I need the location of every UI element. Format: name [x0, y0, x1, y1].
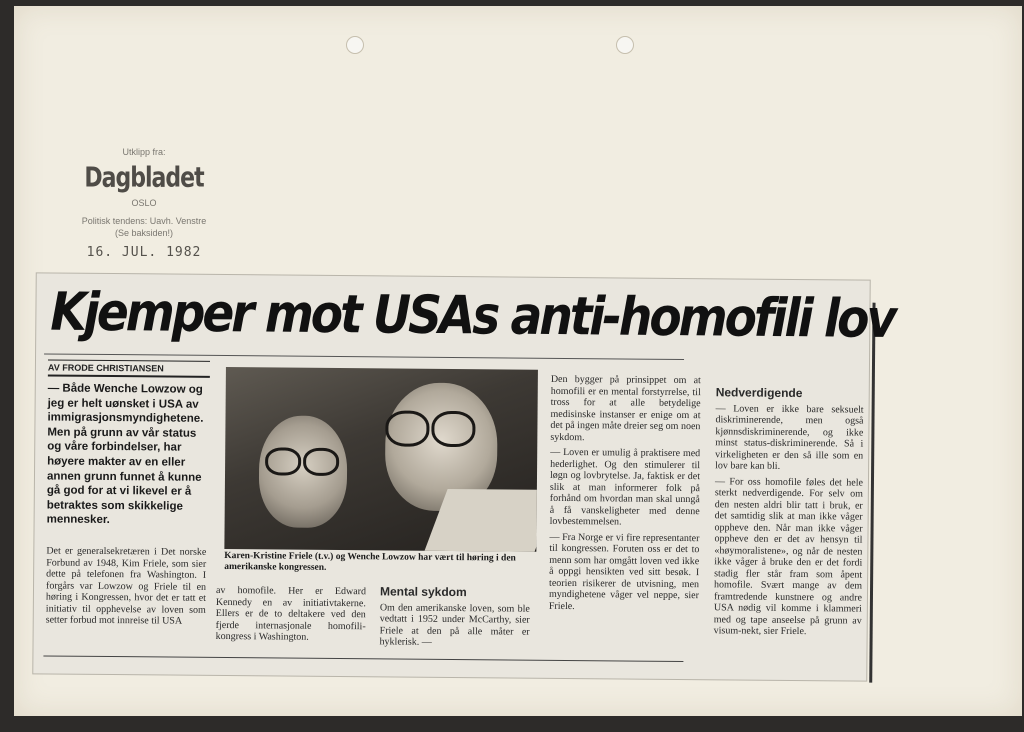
- column-4-paragraph-2: — Loven er umulig å praktisere med hederlighet. Og den stimulerer til løgn og lovbrytelse. Ja, faktisk er det slik at man informerer folk på forhånd om hvordan man skal unngå å få vanskeligheter med denne lovbestemmelsen.: [549, 446, 701, 528]
- column-3: [379, 586, 530, 653]
- political-tendency: Politisk tendens: Uavh. Venstre: [81, 216, 207, 226]
- see-back-note: (Se baksiden!): [114, 228, 174, 238]
- newspaper-clipping: [32, 272, 895, 681]
- newspaper-logo: Dagbladet: [84, 162, 204, 195]
- byline: AV FRODE CHRISTIANSEN: [48, 359, 210, 377]
- clipping-edge-rule: [869, 303, 875, 683]
- headline: Kjemper mot USAs anti-homofili lov: [50, 281, 895, 351]
- column-1-text: Det er generalsekretæren i Det norske Forbund av 1948, Kim Friele, som sier dette på telefonen fra Washington. I forgårs var Lowzow og Friele til en høring i Kongressen, hvor det er tatt et initiativ til opphevelse av loven som setter forbud mot innreise til USA: [45, 545, 207, 627]
- column-3-text: Om den amerikanske loven, som ble vedtatt i 1952 under McCarthy, sier Friele at den på alle måter er hyklerisk. —: [379, 601, 530, 648]
- photo-caption: Karen-Kristine Friele (t.v.) og Wenche Lowzow har vært til høring i den amerikanske kongressen.: [224, 551, 516, 573]
- glasses-right: [385, 410, 429, 446]
- column-4-paragraph-3: — Fra Norge er vi fire representanter til kongressen. Foruten oss er det to menn som har omgått loven ved ikke å oppgi hensikten ved sitt besøk. I teorien risikerer de utvisning, men myndighetene våger vel neppe, sier Friele.: [548, 531, 700, 612]
- headline-rule: [44, 353, 684, 360]
- archive-sheet: [14, 6, 1022, 716]
- bottom-rule: [43, 655, 683, 662]
- punch-hole-right: [616, 36, 634, 54]
- glasses-left-2: [303, 448, 339, 476]
- glasses-left: [265, 447, 301, 475]
- clipping-stamp: [64, 146, 224, 260]
- column-5-paragraph-1: — Loven er ikke bare seksuelt diskriminerende, men også kjønnsdiskriminerende, og ikke minst status-diskriminerende. Så i virkeligheten er den så ille som en lov bare kan bli.: [715, 402, 864, 472]
- column-1: [46, 545, 207, 631]
- subhead-nedverdigende: Nedverdigende: [715, 385, 803, 401]
- column-5-paragraph-2: — For oss homofile føles det hele sterkt nedverdigende. For selv om den nesten aldri blir tatt i bruk, er det samtidig slik at man ikke våger oppheve den. Når man ikke våger oppheve den er det av hensyn til «høymoralistene», og når de nesten ikke våger å bruke den er det fordi stadig fler står fram som åpent homofile. Svært mange av dem framtredende kunstnere og andre USA nødig vil komme i klammeri med og tape anseelse på grunn av visum-nekt, sier Friele.: [713, 475, 864, 638]
- stamp-date: 16. JUL. 1982: [86, 245, 202, 260]
- subhead-mental-sykdom: Mental sykdom: [379, 584, 467, 600]
- source-label: Utklipp fra:: [122, 147, 166, 157]
- column-2: [216, 585, 367, 648]
- newspaper-city: OSLO: [131, 198, 157, 208]
- column-4: [549, 374, 701, 617]
- column-5: [714, 387, 864, 642]
- column-4-paragraph-1: Den bygger på prinsippet om at homofili er en mental forstyrrelse, til tross for at alle betydelige medisinske instanser er enige om at det på ingen måte dreier seg om noen sykdom.: [550, 373, 701, 443]
- column-2-text: av homofile. Her er Edward Kennedy en av initiativtakerne. Ellers er de to deltakere ved den fjerde internasjonale homofili-kongress i Washington.: [215, 584, 367, 643]
- punch-hole-left: [346, 36, 364, 54]
- glasses-right-2: [431, 411, 475, 447]
- lead-paragraph: — Både Wenche Lowzow og jeg er helt uønsket i USA av immigrasjonsmyndighetene. Men på grunn av vår status og våre forbindelser, har høyere makter av en eller annen grunn funnet å kunne gå god for at vi likevel er å betraktes som skikkelige mennesker.: [46, 382, 204, 527]
- article-photo: [224, 367, 538, 552]
